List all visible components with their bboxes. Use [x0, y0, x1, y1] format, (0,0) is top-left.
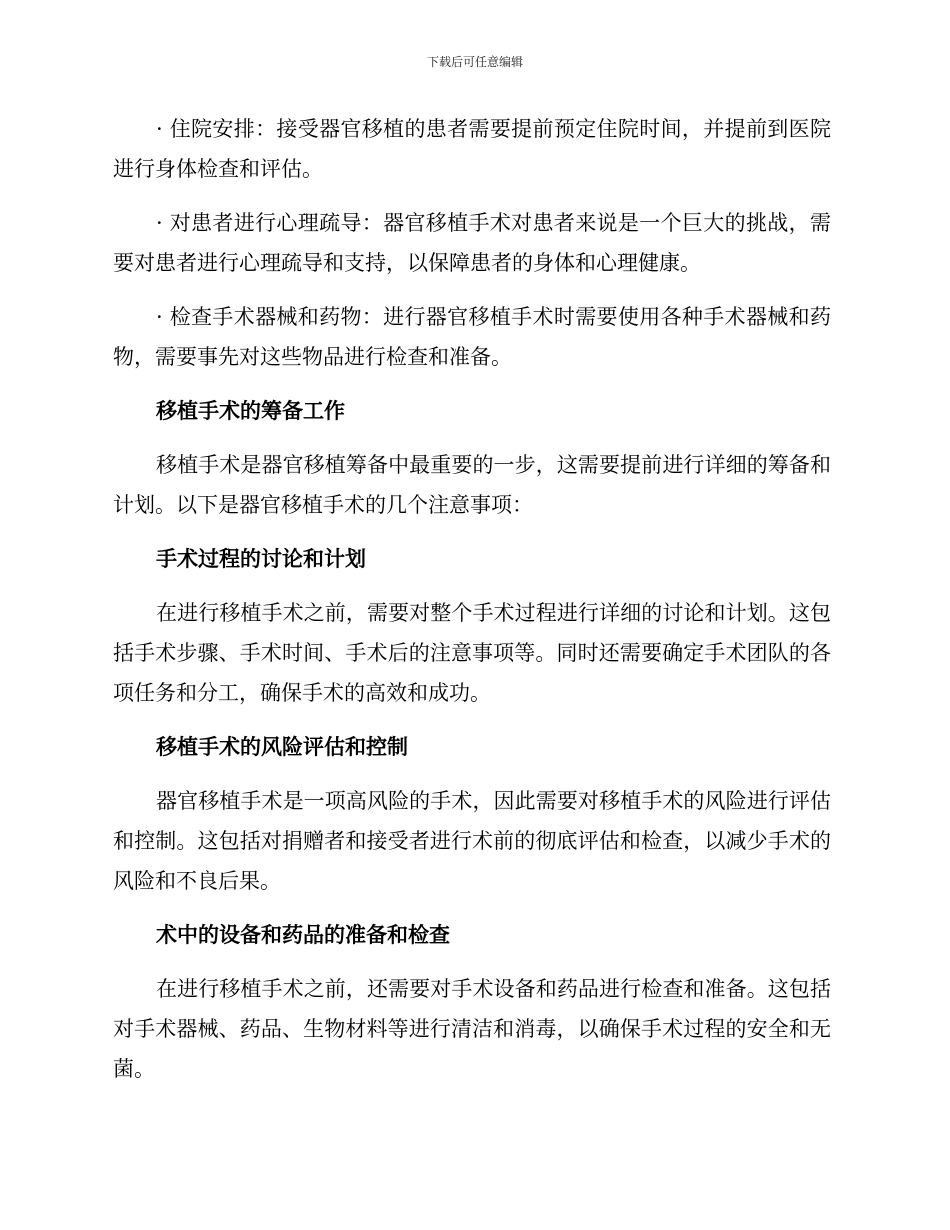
paragraph-risk-assessment: 器官移植手术是一项高风险的手术，因此需要对移植手术的风险进行评估和控制。这包括对捐赠者和接受者进行术前的彻底评估和检查，以减少手术的风险和不良后果。: [113, 789, 831, 893]
bullet-check-instruments: · 检查手术器械和药物：进行器官移植手术时需要使用各种手术器械和药物，需要事先对这些物品进行检查和准备。: [113, 305, 831, 369]
bullet-hospital-arrangement: · 住院安排：接受器官移植的患者需要提前预定住院时间，并提前到医院进行身体检查和评估。: [113, 117, 831, 181]
page-header: 下载后可任意编辑: [426, 55, 523, 69]
section-heading-surgery-preparation: 移植手术的筹备工作: [156, 399, 345, 423]
section-heading-surgery-planning: 手术过程的讨论和计划: [156, 547, 366, 571]
paragraph-surgery-preparation: 移植手术是器官移植筹备中最重要的一步，这需要提前进行详细的筹备和计划。以下是器官移植手术的几个注意事项：: [113, 453, 831, 517]
bullet-psychological-counseling: · 对患者进行心理疏导：器官移植手术对患者来说是一个巨大的挑战，需要对患者进行心理疏导和支持，以保障患者的身体和心理健康。: [113, 211, 831, 275]
paragraph-surgery-planning: 在进行移植手术之前，需要对整个手术过程进行详细的讨论和计划。这包括手术步骤、手术时间、手术后的注意事项等。同时还需要确定手术团队的各项任务和分工，确保手术的高效和成功。: [113, 601, 831, 705]
section-heading-risk-assessment: 移植手术的风险评估和控制: [156, 735, 408, 759]
paragraph-equipment-check: 在进行移植手术之前，还需要对手术设备和药品进行检查和准备。这包括对手术器械、药品、生物材料等进行清洁和消毒，以确保手术过程的安全和无菌。: [113, 977, 831, 1081]
section-heading-equipment-check: 术中的设备和药品的准备和检查: [156, 923, 450, 947]
document-body: [113, 109, 831, 1103]
